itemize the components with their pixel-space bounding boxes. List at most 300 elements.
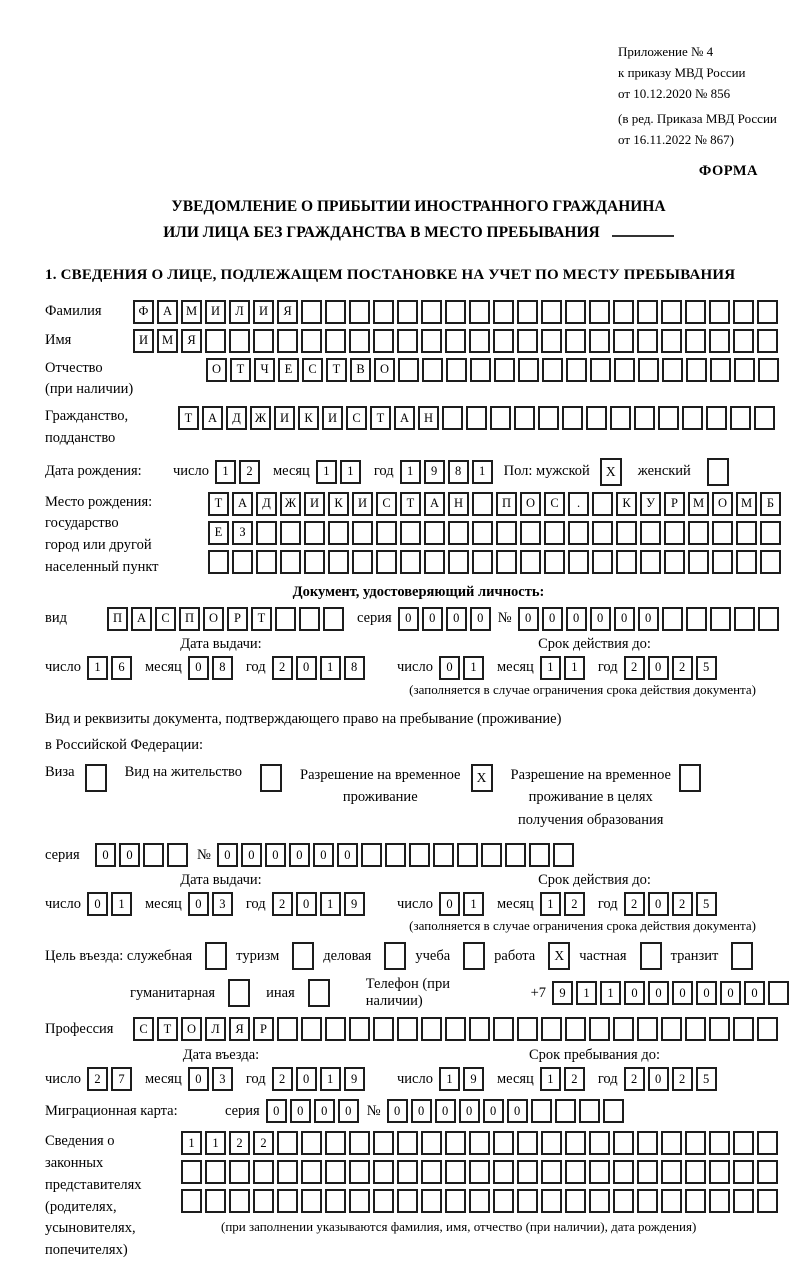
char-cell[interactable]: О	[712, 492, 733, 516]
char-cell[interactable]	[658, 406, 679, 430]
char-cell[interactable]	[277, 1160, 298, 1184]
char-cell[interactable]	[143, 843, 164, 867]
char-cell[interactable]: С	[376, 492, 397, 516]
char-cell[interactable]: 2	[272, 1067, 293, 1091]
char-cell[interactable]	[710, 607, 731, 631]
char-cell[interactable]: 0	[446, 607, 467, 631]
char-cell[interactable]	[445, 1160, 466, 1184]
char-cell[interactable]: 0	[648, 656, 669, 680]
char-cell[interactable]: И	[253, 300, 274, 324]
char-cell[interactable]: М	[181, 300, 202, 324]
char-cell[interactable]	[736, 521, 757, 545]
char-cell[interactable]	[421, 1189, 442, 1213]
char-cell[interactable]	[481, 843, 502, 867]
char-cell[interactable]: 0	[648, 981, 669, 1005]
char-cell[interactable]	[253, 1189, 274, 1213]
char-cell[interactable]: 0	[296, 892, 317, 916]
purpose-business-checkbox[interactable]	[205, 942, 227, 970]
char-cell[interactable]	[181, 1160, 202, 1184]
char-cell[interactable]	[445, 1189, 466, 1213]
char-cell[interactable]	[469, 329, 490, 353]
char-cell[interactable]	[229, 1189, 250, 1213]
char-cell[interactable]: 1	[600, 981, 621, 1005]
char-cell[interactable]: 3	[212, 892, 233, 916]
char-cell[interactable]	[494, 358, 515, 382]
char-cell[interactable]: Я	[181, 329, 202, 353]
char-cell[interactable]	[397, 1160, 418, 1184]
char-cell[interactable]: О	[203, 607, 224, 631]
char-cell[interactable]	[685, 1017, 706, 1041]
char-cell[interactable]: Т	[370, 406, 391, 430]
char-cell[interactable]	[181, 1189, 202, 1213]
char-cell[interactable]	[304, 550, 325, 574]
char-cell[interactable]	[661, 1131, 682, 1155]
char-cell[interactable]: 1	[439, 1067, 460, 1091]
char-cell[interactable]	[685, 329, 706, 353]
char-cell[interactable]	[616, 550, 637, 574]
char-cell[interactable]: 1	[320, 656, 341, 680]
char-cell[interactable]	[757, 1017, 778, 1041]
char-cell[interactable]	[662, 607, 683, 631]
char-cell[interactable]: 0	[470, 607, 491, 631]
char-cell[interactable]: 2	[624, 656, 645, 680]
char-cell[interactable]	[493, 1160, 514, 1184]
char-cell[interactable]	[555, 1099, 576, 1123]
char-cell[interactable]	[613, 300, 634, 324]
char-cell[interactable]	[445, 329, 466, 353]
char-cell[interactable]	[758, 607, 779, 631]
char-cell[interactable]	[445, 1131, 466, 1155]
char-cell[interactable]	[565, 1160, 586, 1184]
char-cell[interactable]	[496, 521, 517, 545]
char-cell[interactable]: 1	[540, 656, 561, 680]
char-cell[interactable]	[709, 1189, 730, 1213]
char-cell[interactable]: 0	[507, 1099, 528, 1123]
char-cell[interactable]: С	[302, 358, 323, 382]
char-cell[interactable]	[421, 1160, 442, 1184]
char-cell[interactable]: 0	[338, 1099, 359, 1123]
char-cell[interactable]: В	[350, 358, 371, 382]
char-cell[interactable]	[664, 550, 685, 574]
char-cell[interactable]: 0	[188, 1067, 209, 1091]
char-cell[interactable]	[442, 406, 463, 430]
char-cell[interactable]: 0	[398, 607, 419, 631]
char-cell[interactable]	[736, 550, 757, 574]
char-cell[interactable]: 2	[272, 892, 293, 916]
char-cell[interactable]	[637, 329, 658, 353]
char-cell[interactable]	[229, 329, 250, 353]
char-cell[interactable]: П	[179, 607, 200, 631]
char-cell[interactable]: 0	[696, 981, 717, 1005]
char-cell[interactable]	[568, 521, 589, 545]
char-cell[interactable]	[493, 1189, 514, 1213]
purpose-commercial-checkbox[interactable]	[384, 942, 406, 970]
char-cell[interactable]	[376, 521, 397, 545]
char-cell[interactable]	[469, 1017, 490, 1041]
char-cell[interactable]	[325, 1017, 346, 1041]
char-cell[interactable]	[256, 521, 277, 545]
purpose-tourism-checkbox[interactable]	[292, 942, 314, 970]
char-cell[interactable]	[493, 300, 514, 324]
char-cell[interactable]: 5	[696, 656, 717, 680]
char-cell[interactable]	[685, 1131, 706, 1155]
char-cell[interactable]	[661, 1189, 682, 1213]
char-cell[interactable]	[712, 550, 733, 574]
char-cell[interactable]	[544, 550, 565, 574]
char-cell[interactable]	[529, 843, 550, 867]
char-cell[interactable]: 1	[87, 656, 108, 680]
char-cell[interactable]: 1	[316, 460, 337, 484]
char-cell[interactable]	[706, 406, 727, 430]
char-cell[interactable]	[589, 1131, 610, 1155]
char-cell[interactable]: А	[131, 607, 152, 631]
purpose-study-checkbox[interactable]	[463, 942, 485, 970]
char-cell[interactable]	[277, 1017, 298, 1041]
char-cell[interactable]	[531, 1099, 552, 1123]
char-cell[interactable]	[301, 1160, 322, 1184]
char-cell[interactable]	[433, 843, 454, 867]
char-cell[interactable]: 0	[720, 981, 741, 1005]
char-cell[interactable]	[349, 1131, 370, 1155]
char-cell[interactable]	[376, 550, 397, 574]
char-cell[interactable]: Т	[157, 1017, 178, 1041]
char-cell[interactable]	[610, 406, 631, 430]
char-cell[interactable]: Е	[278, 358, 299, 382]
char-cell[interactable]	[733, 329, 754, 353]
char-cell[interactable]: 0	[439, 656, 460, 680]
char-cell[interactable]: Е	[208, 521, 229, 545]
char-cell[interactable]: 0	[119, 843, 140, 867]
char-cell[interactable]	[544, 521, 565, 545]
char-cell[interactable]	[589, 1160, 610, 1184]
char-cell[interactable]	[352, 550, 373, 574]
char-cell[interactable]	[637, 1160, 658, 1184]
char-cell[interactable]	[493, 329, 514, 353]
char-cell[interactable]: 0	[188, 892, 209, 916]
char-cell[interactable]	[349, 1160, 370, 1184]
char-cell[interactable]	[470, 358, 491, 382]
char-cell[interactable]: 2	[672, 656, 693, 680]
char-cell[interactable]	[325, 1131, 346, 1155]
char-cell[interactable]: 0	[638, 607, 659, 631]
char-cell[interactable]: 0	[542, 607, 563, 631]
char-cell[interactable]	[686, 607, 707, 631]
sex-female-checkbox[interactable]	[707, 458, 729, 486]
char-cell[interactable]: 0	[614, 607, 635, 631]
char-cell[interactable]	[205, 1189, 226, 1213]
char-cell[interactable]	[637, 1017, 658, 1041]
char-cell[interactable]	[565, 329, 586, 353]
char-cell[interactable]	[469, 1189, 490, 1213]
char-cell[interactable]	[421, 329, 442, 353]
char-cell[interactable]: У	[640, 492, 661, 516]
char-cell[interactable]	[349, 329, 370, 353]
char-cell[interactable]: 2	[253, 1131, 274, 1155]
char-cell[interactable]	[541, 1017, 562, 1041]
char-cell[interactable]	[538, 406, 559, 430]
char-cell[interactable]: Р	[664, 492, 685, 516]
char-cell[interactable]: 1	[215, 460, 236, 484]
char-cell[interactable]	[232, 550, 253, 574]
char-cell[interactable]: Н	[448, 492, 469, 516]
char-cell[interactable]: 0	[518, 607, 539, 631]
char-cell[interactable]: 9	[344, 1067, 365, 1091]
char-cell[interactable]: 1	[340, 460, 361, 484]
char-cell[interactable]	[328, 550, 349, 574]
char-cell[interactable]	[541, 300, 562, 324]
char-cell[interactable]: 0	[337, 843, 358, 867]
char-cell[interactable]	[301, 300, 322, 324]
char-cell[interactable]	[361, 843, 382, 867]
char-cell[interactable]: 2	[564, 1067, 585, 1091]
char-cell[interactable]: А	[202, 406, 223, 430]
char-cell[interactable]: К	[328, 492, 349, 516]
char-cell[interactable]	[565, 1131, 586, 1155]
char-cell[interactable]: 0	[483, 1099, 504, 1123]
char-cell[interactable]	[205, 1160, 226, 1184]
char-cell[interactable]: А	[232, 492, 253, 516]
char-cell[interactable]: 1	[576, 981, 597, 1005]
char-cell[interactable]	[469, 1131, 490, 1155]
char-cell[interactable]: О	[520, 492, 541, 516]
char-cell[interactable]	[634, 406, 655, 430]
char-cell[interactable]: А	[157, 300, 178, 324]
char-cell[interactable]	[603, 1099, 624, 1123]
char-cell[interactable]	[373, 1189, 394, 1213]
char-cell[interactable]: Д	[226, 406, 247, 430]
char-cell[interactable]	[757, 1131, 778, 1155]
char-cell[interactable]	[517, 329, 538, 353]
temp-permit-checkbox[interactable]: X	[471, 764, 493, 792]
purpose-humanitarian-checkbox[interactable]	[228, 979, 250, 1007]
char-cell[interactable]	[229, 1160, 250, 1184]
char-cell[interactable]: О	[374, 358, 395, 382]
char-cell[interactable]	[496, 550, 517, 574]
char-cell[interactable]	[661, 329, 682, 353]
char-cell[interactable]: 1	[564, 656, 585, 680]
char-cell[interactable]	[541, 1189, 562, 1213]
char-cell[interactable]: М	[736, 492, 757, 516]
char-cell[interactable]	[614, 358, 635, 382]
char-cell[interactable]	[424, 521, 445, 545]
char-cell[interactable]	[589, 1017, 610, 1041]
char-cell[interactable]	[208, 550, 229, 574]
char-cell[interactable]: 0	[744, 981, 765, 1005]
char-cell[interactable]	[590, 358, 611, 382]
char-cell[interactable]: 2	[624, 1067, 645, 1091]
char-cell[interactable]	[517, 1160, 538, 1184]
char-cell[interactable]	[397, 300, 418, 324]
char-cell[interactable]	[685, 1189, 706, 1213]
char-cell[interactable]	[520, 550, 541, 574]
char-cell[interactable]: М	[688, 492, 709, 516]
char-cell[interactable]: 0	[296, 656, 317, 680]
char-cell[interactable]: К	[298, 406, 319, 430]
char-cell[interactable]: 3	[212, 1067, 233, 1091]
char-cell[interactable]	[709, 1160, 730, 1184]
char-cell[interactable]: 0	[296, 1067, 317, 1091]
char-cell[interactable]: 1	[320, 1067, 341, 1091]
char-cell[interactable]: 1	[540, 892, 561, 916]
char-cell[interactable]	[565, 300, 586, 324]
char-cell[interactable]	[757, 1189, 778, 1213]
char-cell[interactable]: 0	[672, 981, 693, 1005]
char-cell[interactable]	[688, 550, 709, 574]
char-cell[interactable]	[493, 1131, 514, 1155]
char-cell[interactable]: 9	[424, 460, 445, 484]
char-cell[interactable]: 8	[344, 656, 365, 680]
char-cell[interactable]: 0	[314, 1099, 335, 1123]
char-cell[interactable]	[754, 406, 775, 430]
char-cell[interactable]: Т	[326, 358, 347, 382]
char-cell[interactable]	[685, 1160, 706, 1184]
char-cell[interactable]	[277, 1189, 298, 1213]
char-cell[interactable]: П	[107, 607, 128, 631]
char-cell[interactable]	[493, 1017, 514, 1041]
char-cell[interactable]	[541, 329, 562, 353]
char-cell[interactable]	[709, 300, 730, 324]
char-cell[interactable]: 0	[435, 1099, 456, 1123]
char-cell[interactable]	[275, 607, 296, 631]
char-cell[interactable]: О	[181, 1017, 202, 1041]
char-cell[interactable]	[520, 521, 541, 545]
char-cell[interactable]: 0	[648, 1067, 669, 1091]
char-cell[interactable]	[505, 843, 526, 867]
char-cell[interactable]	[469, 1160, 490, 1184]
char-cell[interactable]	[280, 550, 301, 574]
char-cell[interactable]	[613, 1131, 634, 1155]
char-cell[interactable]	[579, 1099, 600, 1123]
char-cell[interactable]: Я	[229, 1017, 250, 1041]
char-cell[interactable]	[323, 607, 344, 631]
char-cell[interactable]	[661, 1160, 682, 1184]
char-cell[interactable]	[517, 300, 538, 324]
char-cell[interactable]	[565, 1017, 586, 1041]
char-cell[interactable]: Р	[227, 607, 248, 631]
purpose-work-checkbox[interactable]: X	[548, 942, 570, 970]
char-cell[interactable]: 0	[290, 1099, 311, 1123]
char-cell[interactable]	[637, 1189, 658, 1213]
char-cell[interactable]	[518, 358, 539, 382]
char-cell[interactable]	[733, 1131, 754, 1155]
char-cell[interactable]: 0	[439, 892, 460, 916]
char-cell[interactable]	[709, 1017, 730, 1041]
char-cell[interactable]: 1	[400, 460, 421, 484]
char-cell[interactable]	[638, 358, 659, 382]
char-cell[interactable]: Т	[400, 492, 421, 516]
char-cell[interactable]	[541, 1131, 562, 1155]
char-cell[interactable]: Д	[256, 492, 277, 516]
char-cell[interactable]	[469, 300, 490, 324]
char-cell[interactable]: 2	[229, 1131, 250, 1155]
char-cell[interactable]	[568, 550, 589, 574]
char-cell[interactable]: 9	[552, 981, 573, 1005]
char-cell[interactable]: М	[157, 329, 178, 353]
char-cell[interactable]: 1	[320, 892, 341, 916]
char-cell[interactable]	[682, 406, 703, 430]
char-cell[interactable]: 0	[411, 1099, 432, 1123]
char-cell[interactable]: 9	[463, 1067, 484, 1091]
char-cell[interactable]	[472, 521, 493, 545]
char-cell[interactable]	[400, 550, 421, 574]
char-cell[interactable]: А	[394, 406, 415, 430]
char-cell[interactable]	[733, 300, 754, 324]
char-cell[interactable]: 1	[472, 460, 493, 484]
char-cell[interactable]	[349, 1189, 370, 1213]
char-cell[interactable]	[448, 550, 469, 574]
char-cell[interactable]	[586, 406, 607, 430]
char-cell[interactable]: И	[274, 406, 295, 430]
char-cell[interactable]: Ф	[133, 300, 154, 324]
char-cell[interactable]	[373, 300, 394, 324]
char-cell[interactable]: Л	[205, 1017, 226, 1041]
char-cell[interactable]	[349, 300, 370, 324]
char-cell[interactable]: И	[133, 329, 154, 353]
char-cell[interactable]	[542, 358, 563, 382]
char-cell[interactable]: 0	[265, 843, 286, 867]
purpose-private-checkbox[interactable]	[640, 942, 662, 970]
char-cell[interactable]	[664, 521, 685, 545]
char-cell[interactable]: 0	[313, 843, 334, 867]
char-cell[interactable]: 0	[289, 843, 310, 867]
char-cell[interactable]: 1	[205, 1131, 226, 1155]
char-cell[interactable]	[733, 1189, 754, 1213]
char-cell[interactable]	[301, 1017, 322, 1041]
char-cell[interactable]: 1	[463, 892, 484, 916]
char-cell[interactable]: Т	[251, 607, 272, 631]
char-cell[interactable]	[757, 300, 778, 324]
char-cell[interactable]	[758, 358, 779, 382]
edu-permit-checkbox[interactable]	[679, 764, 701, 792]
char-cell[interactable]	[768, 981, 789, 1005]
char-cell[interactable]	[613, 1160, 634, 1184]
char-cell[interactable]	[421, 1131, 442, 1155]
char-cell[interactable]	[167, 843, 188, 867]
char-cell[interactable]	[373, 1017, 394, 1041]
char-cell[interactable]	[373, 329, 394, 353]
char-cell[interactable]	[373, 1131, 394, 1155]
char-cell[interactable]	[712, 521, 733, 545]
char-cell[interactable]	[445, 1017, 466, 1041]
char-cell[interactable]: З	[232, 521, 253, 545]
char-cell[interactable]	[661, 1017, 682, 1041]
char-cell[interactable]	[301, 1131, 322, 1155]
char-cell[interactable]	[688, 521, 709, 545]
char-cell[interactable]: И	[205, 300, 226, 324]
char-cell[interactable]	[640, 550, 661, 574]
char-cell[interactable]: 1	[540, 1067, 561, 1091]
char-cell[interactable]	[734, 607, 755, 631]
char-cell[interactable]	[616, 521, 637, 545]
char-cell[interactable]: 0	[648, 892, 669, 916]
char-cell[interactable]	[398, 358, 419, 382]
char-cell[interactable]: А	[424, 492, 445, 516]
char-cell[interactable]	[562, 406, 583, 430]
char-cell[interactable]	[325, 1189, 346, 1213]
char-cell[interactable]	[472, 550, 493, 574]
char-cell[interactable]: 0	[217, 843, 238, 867]
char-cell[interactable]	[457, 843, 478, 867]
char-cell[interactable]	[299, 607, 320, 631]
char-cell[interactable]: 5	[696, 1067, 717, 1091]
char-cell[interactable]	[589, 1189, 610, 1213]
char-cell[interactable]: Б	[760, 492, 781, 516]
char-cell[interactable]	[733, 1017, 754, 1041]
char-cell[interactable]	[637, 300, 658, 324]
char-cell[interactable]	[662, 358, 683, 382]
char-cell[interactable]	[517, 1017, 538, 1041]
residence-permit-checkbox[interactable]	[260, 764, 282, 792]
